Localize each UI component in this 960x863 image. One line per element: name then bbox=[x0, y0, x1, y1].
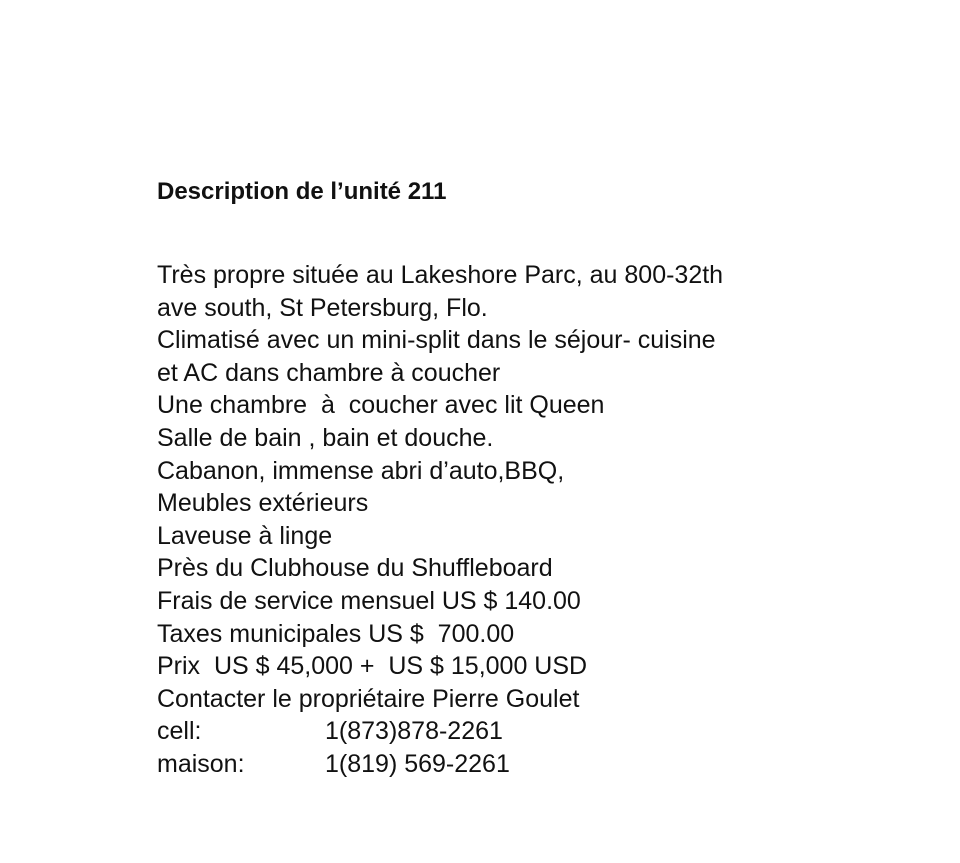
description-line: Salle de bain , bain et douche. bbox=[157, 423, 494, 452]
contact-row-home bbox=[157, 748, 917, 781]
description-line: Prix US $ 45,000 + US $ 15,000 USD bbox=[157, 652, 588, 681]
description-line: Taxes municipales US $ 700.00 bbox=[157, 619, 515, 648]
description-line: Meubles extérieurs bbox=[157, 489, 369, 518]
description-line: Frais de service mensuel US $ 140.00 bbox=[157, 586, 581, 615]
description-line: et AC dans chambre à coucher bbox=[157, 358, 501, 387]
contact-phone: 1(873)878-2261 bbox=[325, 717, 503, 746]
description-line: Climatisé avec un mini-split dans le séjour- cuisine bbox=[157, 326, 716, 355]
description-line: Près du Clubhouse du Shuffleboard bbox=[157, 554, 553, 583]
document-title: Description de l’unité 211 bbox=[157, 178, 447, 205]
description-body bbox=[157, 259, 917, 781]
contact-phone: 1(819) 569-2261 bbox=[325, 749, 510, 778]
description-line: Laveuse à linge bbox=[157, 521, 333, 550]
contact-row-cell bbox=[157, 715, 917, 748]
description-line: Cabanon, immense abri d’auto,BBQ, bbox=[157, 456, 565, 485]
listing-document bbox=[157, 176, 917, 781]
description-line: Très propre située au Lakeshore Parc, au 800-32th bbox=[157, 261, 724, 289]
contact-label: maison: bbox=[157, 749, 245, 778]
description-line: ave south, St Petersburg, Flo. bbox=[157, 293, 488, 322]
owner-contact-line: Contacter le propriétaire Pierre Goulet bbox=[157, 684, 580, 713]
contact-label: cell: bbox=[157, 717, 202, 746]
description-line: Une chambre à coucher avec lit Queen bbox=[157, 391, 605, 420]
